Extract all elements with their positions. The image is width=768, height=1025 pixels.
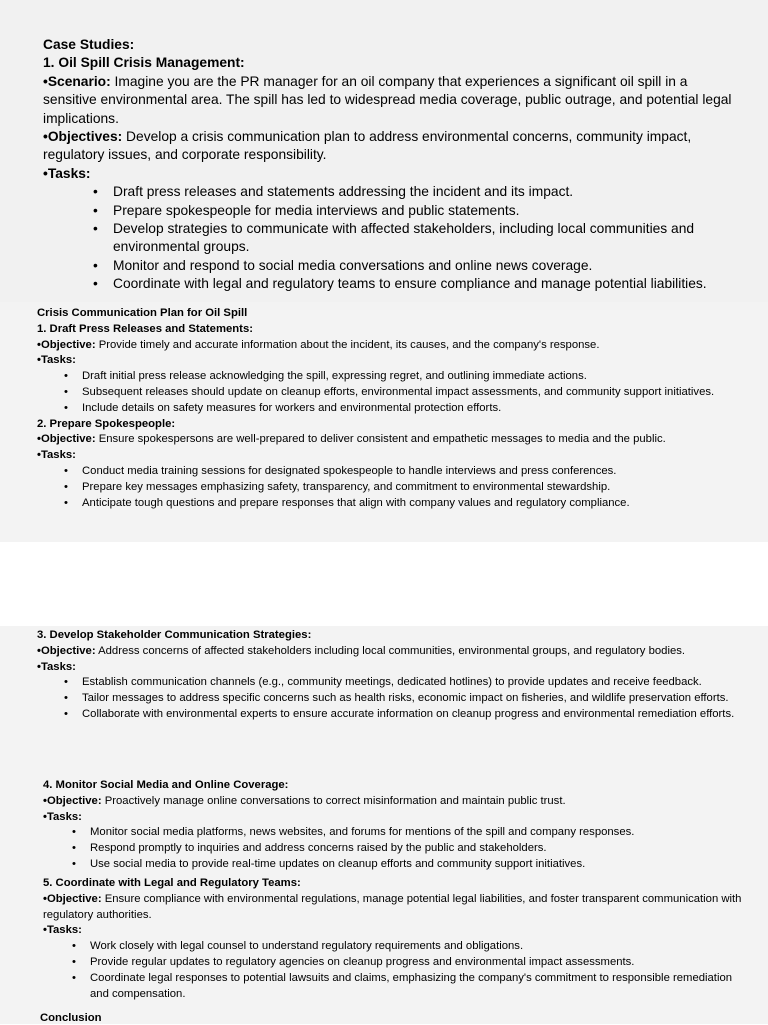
list-item: • Coordinate legal responses to potential lawsuits and claims, emphasizing the company's commitment to responsible remediation and compensation. <box>72 971 732 1003</box>
list-item: • Prepare key messages emphasizing safety, transparency, and commitment to environmental stewardship. <box>64 480 744 496</box>
scenario-label: •Scenario: <box>43 73 111 89</box>
tasks-label: •Tasks: <box>43 924 82 937</box>
plan-section-3 <box>37 628 757 723</box>
list-item: • Anticipate tough questions and prepare responses that align with company values and regulatory compliance. <box>64 496 744 512</box>
section-heading: 5. Coordinate with Legal and Regulatory Teams: <box>43 877 301 889</box>
tasks-label: •Tasks: <box>43 165 91 181</box>
list-item: • Respond promptly to inquiries and address concerns raised by the public and stakeholders. <box>72 841 732 857</box>
list-item: • Provide regular updates to regulatory agencies on cleanup progress and environmental impact assessments. <box>72 955 732 971</box>
objective-label: •Objective: <box>37 338 96 351</box>
case-study-block <box>43 36 743 294</box>
case-task-list <box>93 183 743 293</box>
task-list <box>64 369 744 416</box>
objectives-paragraph <box>43 128 743 165</box>
objective-label: •Objective: <box>37 644 96 657</box>
list-item: • Include details on safety measures for workers and environmental protection efforts. <box>64 401 744 417</box>
plan-section-5 <box>43 876 743 1002</box>
list-item: • Conduct media training sessions for designated spokespeople to handle interviews and press conferences. <box>64 464 744 480</box>
objective-label: •Objective: <box>37 433 96 446</box>
list-item: • Draft initial press release acknowledging the spill, expressing regret, and outlining immediate actions. <box>64 369 744 385</box>
objective-text: Ensure compliance with environmental regulations, manage potential legal liabilities, and foster transparent communication with regulatory authorities. <box>43 892 742 921</box>
plan-section-4 <box>43 778 743 873</box>
task-list <box>64 675 744 722</box>
objectives-label: •Objectives: <box>43 129 123 145</box>
objective-paragraph <box>37 338 757 354</box>
objective-paragraph <box>37 432 757 448</box>
tasks-label: •Tasks: <box>37 660 76 673</box>
list-item: • Work closely with legal counsel to understand regulatory requirements and obligations. <box>72 939 732 955</box>
list-item: • Tailor messages to address specific concerns such as health risks, economic impact on fisheries, and wildlife preservation efforts. <box>64 691 744 707</box>
objectives-text: Develop a crisis communication plan to address environmental concerns, community impact, regulatory issues, and corporate responsibility. <box>43 129 692 163</box>
list-item: • Monitor social media platforms, news websites, and forums for mentions of the spill and company responses. <box>72 825 732 841</box>
list-item: • Coordinate with legal and regulatory teams to ensure compliance and manage potential liabilities. <box>93 275 743 293</box>
section-heading: 3. Develop Stakeholder Communication Strategies: <box>37 629 312 641</box>
list-item: • Monitor and respond to social media conversations and online news coverage. <box>93 257 743 275</box>
list-item: • Collaborate with environmental experts to ensure accurate information on cleanup progress and environmental remediation efforts. <box>64 707 744 723</box>
objective-label: •Objective: <box>43 892 102 905</box>
conclusion-heading: Conclusion <box>40 1012 102 1024</box>
list-item: • Draft press releases and statements addressing the incident and its impact. <box>93 183 743 201</box>
objective-paragraph <box>37 644 757 660</box>
list-item: • Prepare spokespeople for media interviews and public statements. <box>93 202 743 220</box>
scenario-text: Imagine you are the PR manager for an oil company that experiences a significant oil spill in a sensitive environmental area. The spill has led to widespread media coverage, public outrage, and potential legal implications. <box>43 73 732 126</box>
section-heading: 2. Prepare Spokespeople: <box>37 417 176 430</box>
task-list <box>64 464 744 511</box>
objective-text: Provide timely and accurate information about the incident, its causes, and the company's response. <box>95 338 600 351</box>
tasks-label: •Tasks: <box>37 449 76 462</box>
objective-paragraph <box>43 892 743 924</box>
section-heading: 1. Draft Press Releases and Statements: <box>37 322 253 335</box>
plan-block-upper <box>37 306 757 511</box>
objective-text: Address concerns of affected stakeholders including local communities, environmental groups, and regulatory bodies. <box>95 644 686 657</box>
tasks-label: •Tasks: <box>43 810 82 823</box>
case-study-title: 1. Oil Spill Crisis Management: <box>43 55 245 71</box>
task-list <box>72 939 732 1002</box>
list-item: • Establish communication channels (e.g., community meetings, dedicated hotlines) to provide updates and receive feedback. <box>64 675 744 691</box>
section-heading: 4. Monitor Social Media and Online Coverage: <box>43 779 289 791</box>
list-item: • Use social media to provide real-time updates on cleanup efforts and community support initiatives. <box>72 857 732 873</box>
objective-text: Proactively manage online conversations to correct misinformation and maintain public trust. <box>101 794 566 807</box>
objective-text: Ensure spokespersons are well-prepared to deliver consistent and empathetic messages to media and the public. <box>95 433 666 446</box>
objective-label: •Objective: <box>43 794 102 807</box>
objective-paragraph <box>43 794 743 810</box>
list-item: • Develop strategies to communicate with affected stakeholders, including local communities and environmental groups. <box>93 220 743 257</box>
list-item: • Subsequent releases should update on cleanup efforts, environmental impact assessments, and community support initiatives. <box>64 385 744 401</box>
case-studies-heading: Case Studies: <box>43 37 135 52</box>
task-list <box>72 825 732 872</box>
plan-title: Crisis Communication Plan for Oil Spill <box>37 307 248 319</box>
tasks-label: •Tasks: <box>37 354 76 367</box>
scenario-paragraph <box>43 73 743 128</box>
